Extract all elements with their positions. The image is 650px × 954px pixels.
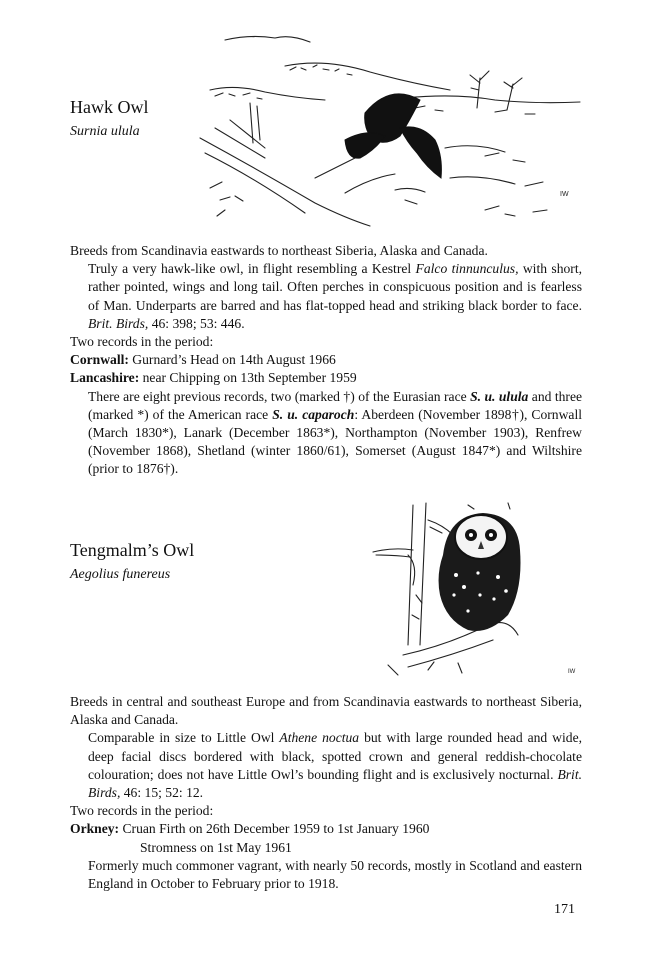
prev-run: S. u. caparoch <box>272 406 355 422</box>
record-entry <box>70 820 582 838</box>
range-hawk-owl: Breeds from Scandinavia eastwards to northeast Siberia, Alaska and Canada. <box>70 243 488 258</box>
record-text: Cruan Firth on 26th December 1959 to 1st January 1960 <box>119 821 430 837</box>
desc-run: but with large rounded head and wide, deep facial discs bordered with black, spotted crown and general reddish-chocolate colouration; does not have Little Owl’s bounding flight and is exclusively nocturnal. <box>88 730 583 782</box>
description-hawk-owl <box>70 260 582 333</box>
formerly-tengmalms-owl: Formerly much commoner vagrant, with nearly 50 records, mostly in Scotland and eastern England in October to February prior to 1918. <box>88 857 582 892</box>
previous-records-hawk-owl <box>70 388 582 479</box>
record-entry <box>70 351 582 369</box>
desc-run: Falco tinnunculus, <box>415 261 519 277</box>
species-name-tengmalms-owl: Tengmalm’s Owl <box>70 540 195 560</box>
tengmalms-owl-illustration <box>368 495 583 685</box>
record-county: Cornwall: <box>70 352 129 368</box>
desc-run: Athene noctua <box>279 730 360 746</box>
scientific-name-tengmalms-owl: Aegolius funereus <box>70 567 171 582</box>
hawk-owl-illustration <box>195 28 585 228</box>
records-intro-tengmalms-owl: Two records in the period: <box>70 803 214 819</box>
desc-run: 46: 398; 53: 446. <box>148 315 245 331</box>
prev-run: S. u. ulula <box>470 388 529 404</box>
scientific-name-hawk-owl: Surnia ulula <box>70 124 140 139</box>
record-entry-continued: Stromness on 1st May 1961 <box>140 839 292 855</box>
tengmalms-owl-text-block <box>70 693 582 893</box>
prev-run: : Aberdeen (November 1898†), Cornwall (March 1830*), Lanark (December 1863*), Northampton (November 1903), Renfrew (November 1868), Shetland (winter 1860/61), Somerset (August 1847*) and Wiltshire (prior to 1876†). <box>88 406 583 477</box>
species-name-hawk-owl: Hawk Owl <box>70 97 149 117</box>
desc-run: Comparable in size to Little Owl <box>88 730 280 746</box>
svg-text:IW: IW <box>560 191 569 198</box>
records-intro-hawk-owl: Two records in the period: <box>70 334 214 350</box>
prev-run: and three (marked *) of the American race <box>88 388 583 422</box>
record-text: near Chipping on 13th September 1959 <box>139 370 357 386</box>
desc-run: Truly a very hawk-like owl, in flight resembling a Kestrel <box>88 261 416 277</box>
desc-run: with short, rather pointed, wings and long tail. Often perches in conspicuous position and is fearless of Man. Underparts are barred and has flat-topped head and striking black border to face. <box>88 261 582 313</box>
hawk-owl-text-block <box>70 242 582 479</box>
record-entry <box>70 369 582 387</box>
prev-run: There are eight previous records, two (marked †) of the Eurasian race <box>88 388 471 404</box>
svg-text:IW: IW <box>568 669 576 675</box>
page-number: 171 <box>554 902 575 917</box>
record-text: Gurnard’s Head on 14th August 1966 <box>128 352 336 368</box>
desc-run: Brit. Birds, <box>88 315 149 331</box>
desc-run: 46: 15; 52: 12. <box>120 785 204 801</box>
record-county: Lancashire: <box>70 370 140 386</box>
record-county: Orkney: <box>70 821 120 837</box>
desc-run: Brit. Birds, <box>88 766 582 801</box>
description-tengmalms-owl <box>70 729 582 802</box>
range-tengmalms-owl: Breeds in central and southeast Europe and from Scandinavia eastwards to northeast Siberia, Alaska and Canada. <box>70 694 582 728</box>
